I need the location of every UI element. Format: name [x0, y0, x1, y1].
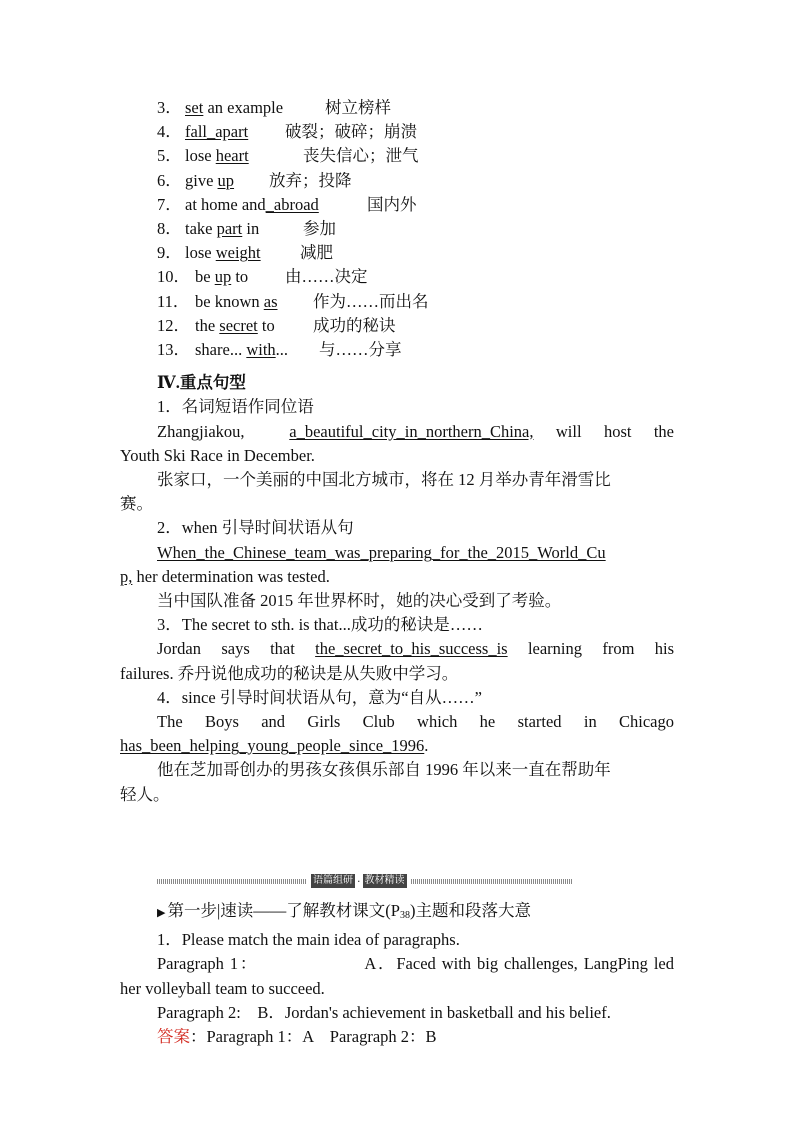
phrase-item: [120, 290, 674, 314]
pattern-2-chinese: 当中国队准备 2015 年世界杯时，她的决心受到了考验。: [157, 591, 562, 611]
phrase-number: 8．: [157, 219, 182, 239]
phrase-number: 7．: [157, 194, 182, 214]
phrase-english: give up: [185, 170, 235, 190]
phrase-chinese: 参加: [303, 219, 336, 239]
phrase-number: 4．: [157, 122, 182, 142]
phrase-item: [120, 193, 674, 217]
phrase-chinese: 由……决定: [285, 267, 368, 287]
phrase-chinese: 国内外: [367, 194, 417, 214]
phrase-item: [120, 314, 674, 338]
phrase-number: 9．: [157, 243, 182, 263]
phrase-number: 3．: [157, 98, 182, 117]
phrase-english: be known as: [195, 291, 278, 311]
paragraph-1-line1: Paragraph 1： A．Faced with big challenges, LangPing led: [157, 954, 674, 974]
section-divider-banner: [157, 873, 573, 893]
phrase-english: lose heart: [185, 146, 249, 166]
phrase-english: at home and_abroad: [185, 194, 319, 214]
answer-label: 答案: [157, 1026, 190, 1046]
phrase-item: [120, 144, 674, 168]
phrase-list: [120, 96, 674, 362]
phrase-english: set an example: [185, 98, 284, 117]
phrase-number: 11．: [157, 291, 190, 311]
divider-tag-box1: 语篇组研: [313, 875, 353, 887]
phrase-english: share... with...: [195, 340, 289, 360]
pattern-3-english-line2: failures. 乔丹说他成功的秘诀是从失败中学习。: [120, 663, 459, 683]
phrase-chinese: 破裂；破碎；崩溃: [285, 122, 417, 142]
paragraph-2: Paragraph 2: B．Jordan's achievement in basketball and his belief.: [157, 1002, 611, 1022]
phrase-chinese: 树立榜样: [325, 98, 391, 117]
phrase-english: take part in: [185, 219, 260, 239]
section-heading: Ⅳ.重点句型: [157, 373, 246, 393]
phrase-item: [120, 169, 674, 193]
pattern-1-english-line2: Youth Ski Race in December.: [120, 445, 315, 465]
triangle-bullet-icon: ▶: [157, 906, 166, 919]
phrase-number: 10．: [157, 267, 190, 287]
phrase-item: [120, 96, 674, 120]
phrase-number: 12．: [157, 315, 190, 335]
phrase-english: lose weight: [185, 243, 261, 263]
step-title-text: 第一步|速读——了解教材课文$(P_{38})$主题和段落大意: [167, 900, 531, 921]
pattern-4-chinese-line2: 轻人。: [120, 784, 170, 804]
pattern-3-english-line1: Jordan says that the_secret_to_his_success_is learning from his: [157, 639, 674, 659]
phrase-english: the secret to: [195, 315, 275, 335]
divider-tag: [307, 873, 411, 890]
pattern-4-title: 4．since 引导时间状语从句，意为“自从……”: [157, 687, 482, 707]
phrase-chinese: 作为……而出名: [313, 291, 429, 311]
phrase-item: [120, 120, 674, 144]
pattern-3-title: 3．The secret to sth. is that...成功的秘诀是……: [157, 615, 483, 635]
document-page: [120, 96, 674, 1049]
pattern-4-english-line1: The Boys and Girls Club which he started in Chicago: [157, 712, 674, 732]
phrase-english: be up to: [195, 267, 249, 287]
pattern-2-english-line2: p, her determination was tested.: [120, 566, 330, 586]
phrase-item: [120, 217, 674, 241]
pattern-2-english-line1: When_the_Chinese_team_was_preparing_for_the_2015_World_Cu: [157, 542, 606, 562]
paragraph-1-line2: her volleyball team to succeed.: [120, 978, 325, 998]
answer-text: ：Paragraph 1：A Paragraph 2：B: [190, 1026, 437, 1046]
pattern-1-title: 1．名词短语作同位语: [157, 397, 314, 417]
question-1: 1．Please match the main idea of paragraphs.: [157, 930, 460, 950]
answer-line: [120, 1025, 674, 1049]
phrase-item: [120, 265, 674, 289]
pattern-4-chinese-line1: 他在芝加哥创办的男孩女孩俱乐部自 1996 年以来一直在帮助年: [157, 760, 611, 780]
divider-tag-sep: ·: [357, 874, 361, 888]
phrase-chinese: 放弃；投降: [269, 170, 352, 190]
phrase-number: 6．: [157, 170, 182, 190]
phrase-chinese: 减肥: [300, 243, 333, 263]
phrase-chinese: 成功的秘诀: [313, 315, 396, 335]
phrase-item: [120, 338, 674, 362]
phrase-chinese: 与……分享: [319, 340, 402, 360]
phrase-item: [120, 241, 674, 265]
pattern-4-english-line2: has_been_helping_young_people_since_1996.: [120, 736, 429, 756]
pattern-1-chinese-line1: 张家口，一个美丽的中国北方城市，将在 12 月举办青年滑雪比: [157, 470, 611, 490]
pattern-1-chinese-line2: 赛。: [120, 494, 153, 514]
phrase-number: 5．: [157, 146, 182, 166]
phrase-number: 13．: [157, 340, 190, 360]
pattern-2-title: 2．when 引导时间状语从句: [157, 518, 354, 538]
phrase-english: fall_apart: [185, 122, 249, 142]
phrase-chinese: 丧失信心；泄气: [303, 146, 419, 166]
pattern-1-english-line1: Zhangjiakou, a_beautiful_city_in_northern_China, will host the: [157, 421, 674, 441]
step-title: [120, 899, 674, 928]
divider-tag-box2: 教材精读: [364, 875, 405, 887]
